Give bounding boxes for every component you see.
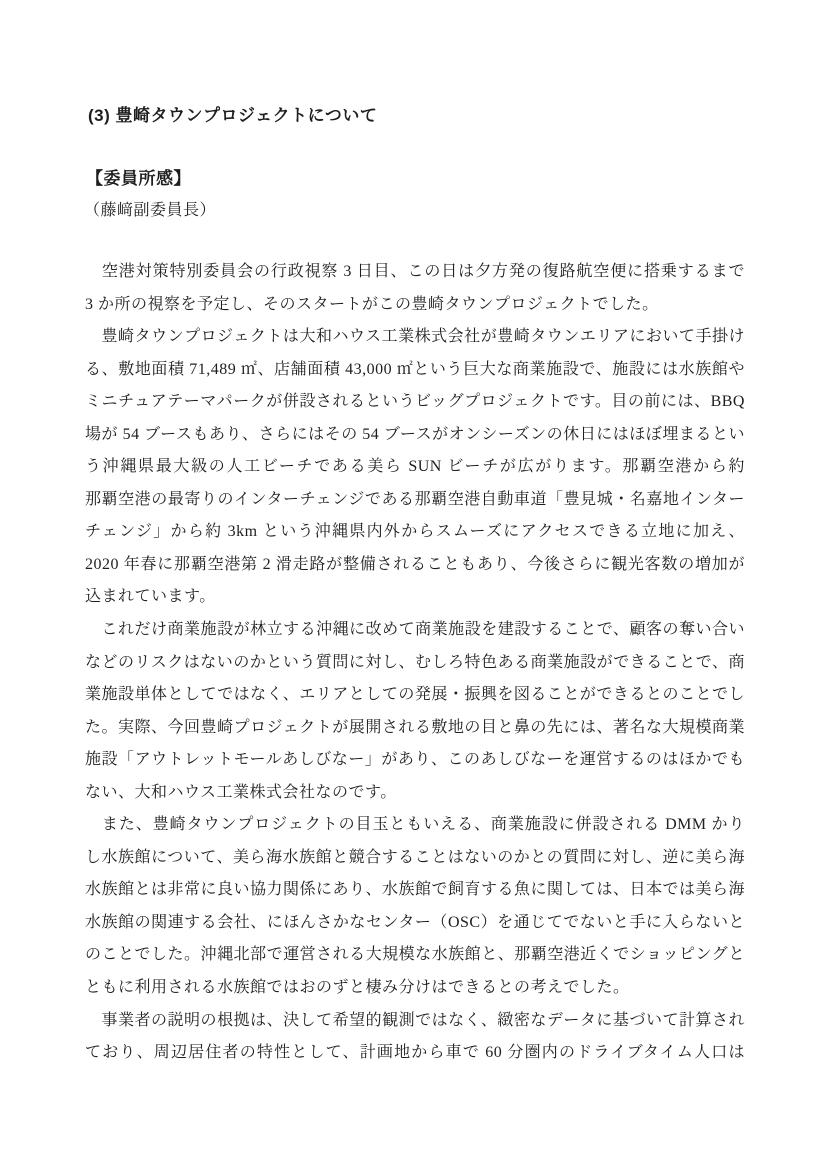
body-text-line: 場が 54 ブースもあり、さらにはその 54 ブースがオンシーズンの休日にはほぼ埋まるとい <box>85 425 745 443</box>
paragraph <box>85 256 745 321</box>
paragraph <box>85 321 745 614</box>
body-text-line: 那覇空港の最寄りのインターチェンジである那覇空港自動車道「豊見城・名嘉地インター <box>85 490 745 508</box>
body-text-line: 水族館の関連する会社、にほんさかなセンター（OSC）を通じてでないと手に入らないと <box>85 913 745 931</box>
body-text-line: また、豊崎タウンプロジェクトの目玉ともいえる、商業施設に併設される DMM かり <box>101 816 745 834</box>
paragraph <box>85 809 745 1004</box>
body-text-line: 込まれています。 <box>85 588 216 606</box>
body-text-line: た。実際、今回豊崎プロジェクトが展開される敷地の目と鼻の先には、著名な大規模商業 <box>85 718 745 736</box>
body-text-line: 事業者の説明の根拠は、決して希望的観測ではなく、緻密なデータに基づいて計算され <box>85 1011 745 1029</box>
paragraph <box>85 614 745 809</box>
speaker-name: （藤﨑副委員長） <box>84 202 217 219</box>
paragraph <box>85 1005 745 1070</box>
body-text-line: 豊崎タウンプロジェクトは大和ハウス工業株式会社が豊崎タウンエリアにおいて手掛け <box>85 328 745 346</box>
body-text-line: ともに利用される水族館ではおのずと棲み分けはできるとの考えでした。 <box>85 979 630 997</box>
body-text-line: これだけ商業施設が林立する沖縄に改めて商業施設を建設することで、顧客の奪い合い <box>85 621 745 639</box>
body-text-line: 空港対策特別委員会の行政視察 3 日目、この日は夕方発の復路航空便に搭乗するまで <box>101 263 745 280</box>
body-text-line: 水族館とは非常に良い協力関係にあり、水族館で飼育する魚に関しては、日本では美ら海 <box>85 881 745 899</box>
body-text-line: ており、周辺居住者の特性として、計画地から車で 60 分圏内のドライブタイム人口は <box>85 1044 745 1062</box>
body-text-line: る、敷地面積 71,489 ㎡、店舗面積 43,000 ㎡という巨大な商業施設で、施設には水族館や <box>85 360 745 378</box>
body-text-line: 業施設単体としてではなく、エリアとしての発展・振興を図ることができるとのことでし <box>85 686 745 704</box>
body-text-line: のことでした。沖縄北部で運営される大規模な水族館と、那覇空港近くでショッピングと <box>85 946 745 964</box>
body-text-line: う沖縄県最大級の人工ビーチである美ら SUN ビーチが広がります。那覇空港から約 <box>85 458 745 476</box>
body-text-line: チェンジ」から約 3km という沖縄県内外からスムーズにアクセスできる立地に加え、 <box>85 523 745 541</box>
body-text-line: 2020 年春に那覇空港第 2 滑走路が整備されることもあり、今後さらに観光客数の増加が <box>85 555 745 573</box>
body-text-line: 3 か所の視察を予定し、そのスタートがこの豊崎タウンプロジェクトでした。 <box>85 295 659 313</box>
section-label-committee-impressions: 【委員所感】 <box>86 169 191 188</box>
body-text-line: ミニチュアテーマパークが併設されるというビッグプロジェクトです。目の前には、BBQ <box>85 393 745 411</box>
document-heading: (3) 豊崎タウンプロジェクトについて <box>88 106 378 125</box>
document-body <box>85 256 745 1070</box>
body-text-line: などのリスクはないのかという質問に対し、むしろ特色ある商業施設ができることで、商 <box>85 653 745 671</box>
body-text-line: し水族館について、美ら海水族館と競合することはないのかとの質問に対し、逆に美ら海 <box>85 848 745 866</box>
body-text-line: ない、大和ハウス工業株式会社なのです。 <box>85 783 397 801</box>
body-text-line: 施設「アウトレットモールあしびなー」があり、このあしびなーを運営するのはほかでも <box>85 751 745 769</box>
